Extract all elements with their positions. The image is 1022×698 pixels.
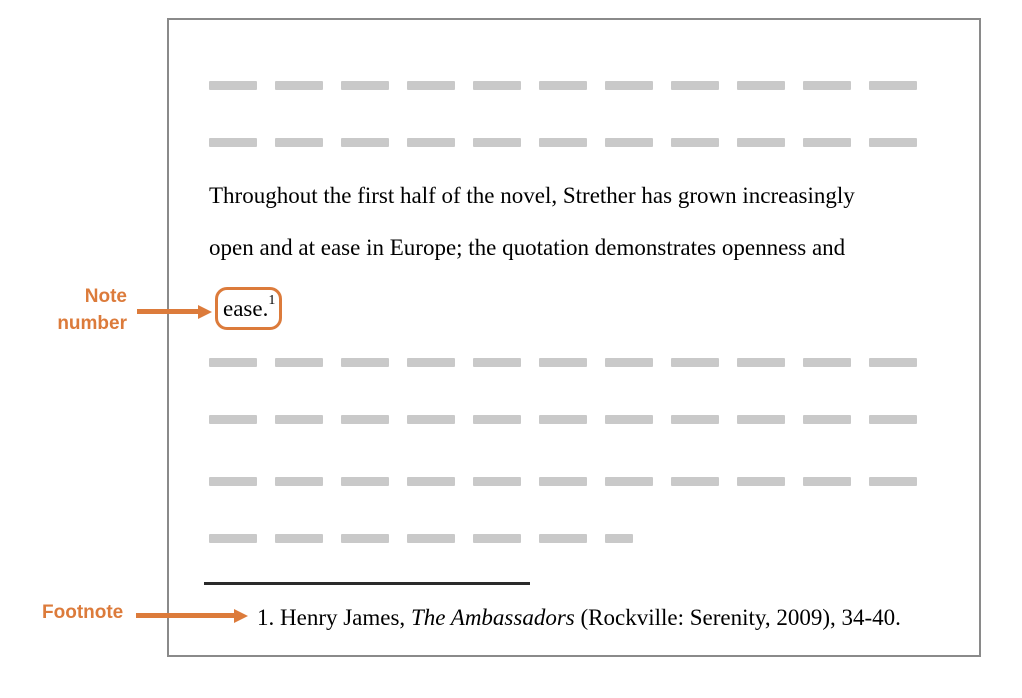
- placeholder-dash-row: [209, 415, 917, 424]
- placeholder-dash: [275, 415, 323, 424]
- placeholder-dash: [407, 358, 455, 367]
- placeholder-dash: [473, 534, 521, 543]
- placeholder-dash: [341, 534, 389, 543]
- placeholder-dash: [473, 358, 521, 367]
- note-number-label: [30, 283, 127, 337]
- arrow-shaft: [137, 309, 198, 314]
- placeholder-dash: [275, 138, 323, 147]
- placeholder-dash-row: [209, 358, 917, 367]
- placeholder-dash: [341, 477, 389, 486]
- footnote-prefix: 1. Henry James,: [257, 605, 411, 630]
- placeholder-dash: [605, 358, 653, 367]
- placeholder-dash: [473, 138, 521, 147]
- placeholder-dash: [605, 477, 653, 486]
- placeholder-dash: [209, 81, 257, 90]
- arrow-shaft: [136, 613, 234, 618]
- placeholder-dash: [869, 415, 917, 424]
- placeholder-dash: [407, 534, 455, 543]
- paragraph-line-1: Throughout the first half of the novel, Strether has grown increasingly: [209, 183, 855, 208]
- note-number-label-line1: Note: [84, 286, 127, 307]
- placeholder-dash: [209, 415, 257, 424]
- placeholder-dash: [407, 415, 455, 424]
- footnote-separator-rule: [204, 582, 530, 585]
- placeholder-dash: [803, 477, 851, 486]
- placeholder-dash-row: [209, 81, 917, 90]
- placeholder-dash: [209, 138, 257, 147]
- placeholder-dash: [275, 81, 323, 90]
- placeholder-dash: [341, 358, 389, 367]
- placeholder-dash: [539, 477, 587, 486]
- placeholder-dash: [869, 81, 917, 90]
- footnote-suffix: (Rockville: Serenity, 2009), 34-40.: [574, 605, 901, 630]
- document-page: [167, 18, 981, 657]
- placeholder-dash: [605, 415, 653, 424]
- note-number-highlight-box: [215, 287, 282, 330]
- placeholder-dash-row: [209, 138, 917, 147]
- placeholder-dash: [407, 81, 455, 90]
- paragraph-line-2: open and at ease in Europe; the quotation demonstrates openness and: [209, 235, 846, 260]
- placeholder-dash: [737, 477, 785, 486]
- footnote-arrow-right-icon: [136, 608, 248, 623]
- placeholder-dash: [671, 477, 719, 486]
- placeholder-dash: [737, 358, 785, 367]
- placeholder-dash: [341, 415, 389, 424]
- placeholder-dash: [209, 477, 257, 486]
- placeholder-dash: [209, 534, 257, 543]
- placeholder-dash: [803, 415, 851, 424]
- note-number-arrow-right-icon: [137, 304, 212, 319]
- placeholder-dash-row: [209, 534, 633, 543]
- placeholder-dash-row: [209, 477, 917, 486]
- placeholder-dash: [539, 138, 587, 147]
- placeholder-dash: [737, 138, 785, 147]
- paragraph-final-word: ease.: [223, 296, 269, 321]
- placeholder-dash: [539, 81, 587, 90]
- placeholder-dash: [671, 138, 719, 147]
- placeholder-dash: [275, 534, 323, 543]
- placeholder-dash: [737, 81, 785, 90]
- footnote-book-title: The Ambassadors: [410, 605, 575, 630]
- footnote-text: [257, 603, 901, 633]
- placeholder-dash: [473, 477, 521, 486]
- placeholder-dash: [671, 81, 719, 90]
- placeholder-dash: [407, 138, 455, 147]
- note-number-superscript: 1: [268, 293, 276, 308]
- placeholder-dash: [539, 534, 587, 543]
- note-number-label-line2: number: [57, 313, 127, 334]
- placeholder-dash: [803, 81, 851, 90]
- placeholder-dash: [605, 81, 653, 90]
- placeholder-dash: [869, 477, 917, 486]
- placeholder-dash: [737, 415, 785, 424]
- placeholder-dash: [275, 358, 323, 367]
- placeholder-dash: [803, 358, 851, 367]
- placeholder-dash: [209, 358, 257, 367]
- placeholder-dash: [539, 358, 587, 367]
- placeholder-dash: [605, 534, 633, 543]
- placeholder-dash: [275, 477, 323, 486]
- placeholder-dash: [869, 138, 917, 147]
- placeholder-dash: [407, 477, 455, 486]
- placeholder-dash: [341, 81, 389, 90]
- placeholder-dash: [341, 138, 389, 147]
- placeholder-dash: [539, 415, 587, 424]
- placeholder-dash: [803, 138, 851, 147]
- placeholder-dash: [473, 415, 521, 424]
- arrow-head: [234, 609, 248, 623]
- placeholder-dash: [473, 81, 521, 90]
- placeholder-dash: [671, 415, 719, 424]
- arrow-head: [198, 305, 212, 319]
- placeholder-dash: [671, 358, 719, 367]
- placeholder-dash: [869, 358, 917, 367]
- footnote-label: Footnote: [42, 602, 124, 623]
- placeholder-dash: [605, 138, 653, 147]
